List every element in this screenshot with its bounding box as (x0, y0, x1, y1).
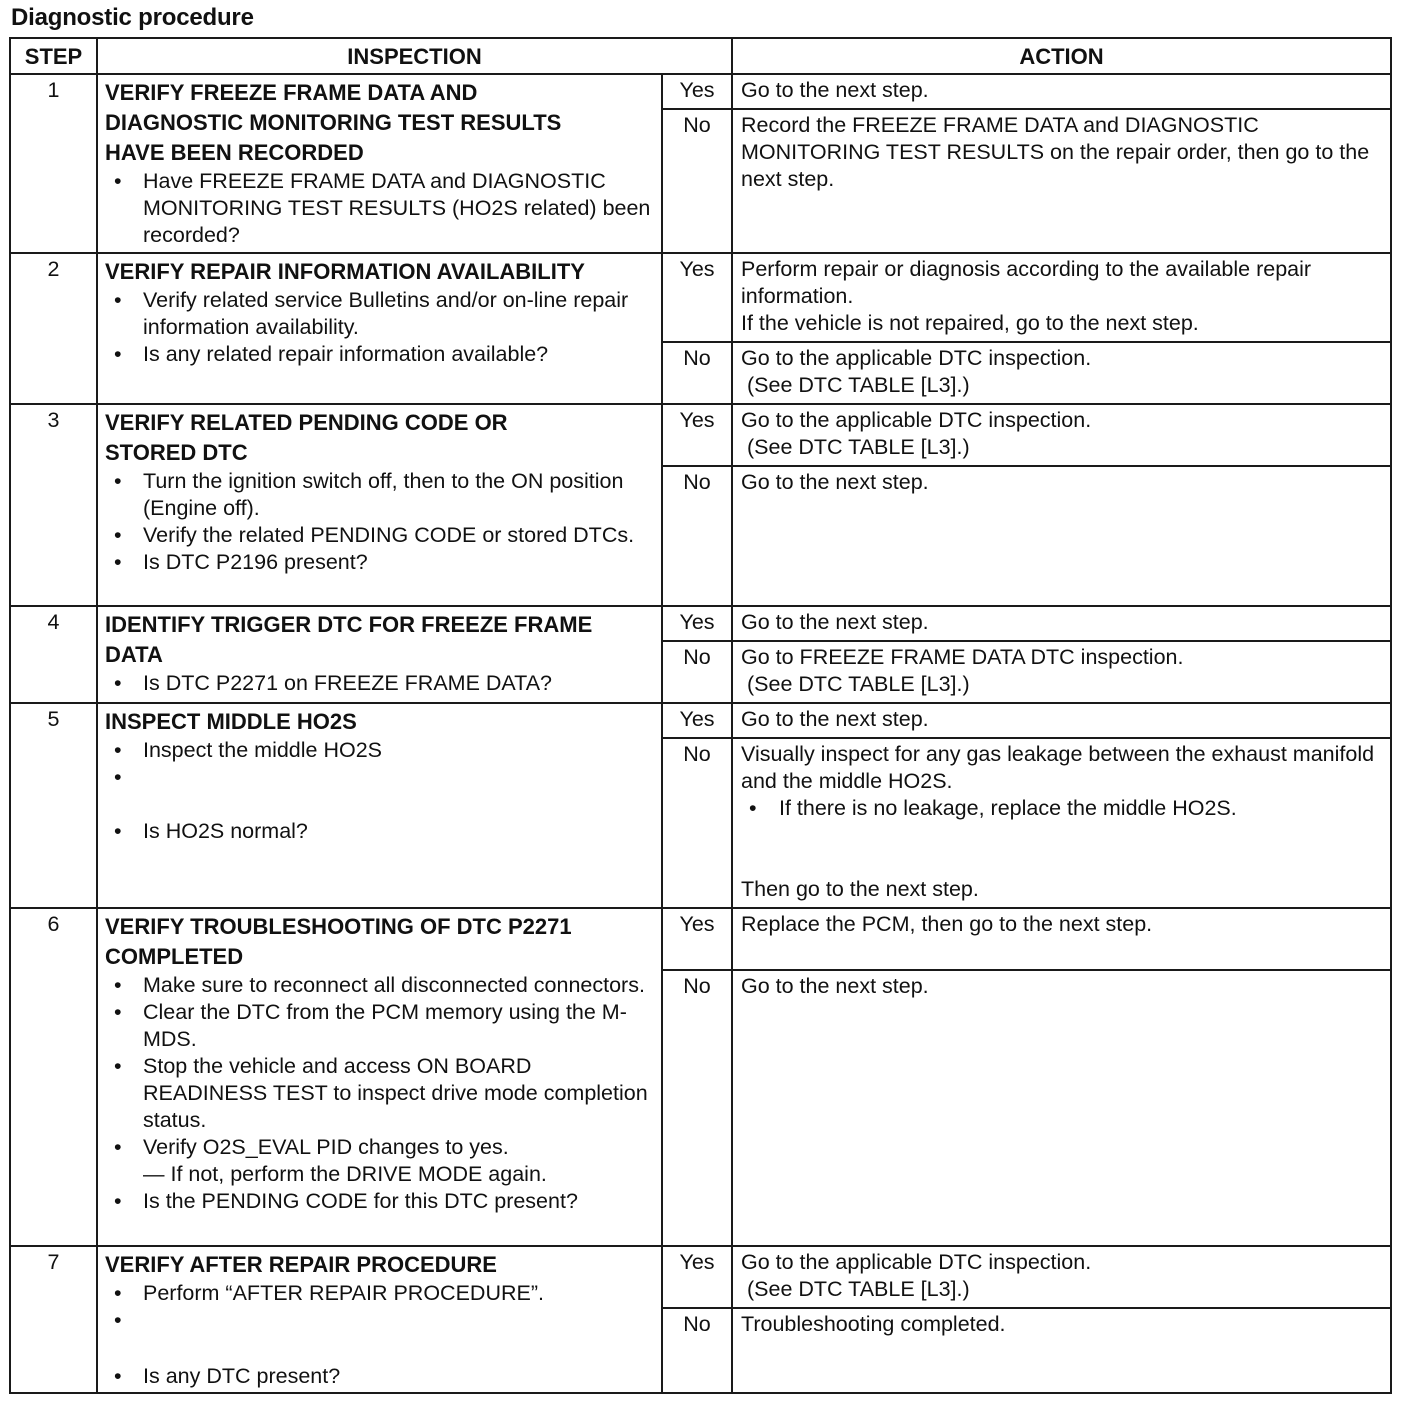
no-label: No (662, 738, 732, 908)
sub-note: — If not, perform the DRIVE MODE again. (143, 1162, 547, 1186)
no-label: No (662, 466, 732, 606)
inspection-bullets (105, 287, 655, 368)
list-item: • Is HO2S normal? (105, 818, 655, 845)
inspection-cell (97, 404, 662, 606)
yes-label: Yes (662, 606, 732, 641)
inspection-bullets (105, 972, 655, 1161)
step-number: 6 (10, 908, 97, 1246)
table-row (10, 1246, 1391, 1308)
list-item: • Turn the ignition switch off, then to the ON position (Engine off). (105, 468, 655, 522)
step-number: 1 (10, 74, 97, 253)
no-action: Record the FREEZE FRAME DATA and DIAGNOSTIC MONITORING TEST RESULTS on the repair order, then go to the next step. (732, 109, 1391, 253)
no-label: No (662, 109, 732, 253)
inspection-bullets (105, 1188, 655, 1215)
table-row (10, 703, 1391, 738)
inspection-cell (97, 703, 662, 908)
yes-label: Yes (662, 74, 732, 109)
yes-action: Replace the PCM, then go to the next step. (732, 908, 1391, 970)
spacer (105, 1307, 655, 1363)
yes-action: Perform repair or diagnosis according to the available repair information. If the vehicle is not repaired, go to the next step. (732, 253, 1391, 342)
list-item: • Verify O2S_EVAL PID changes to yes. (105, 1134, 655, 1161)
table-row (10, 606, 1391, 641)
list-item: • Is DTC P2196 present? (105, 549, 655, 576)
no-label: No (662, 1308, 732, 1393)
inspection-cell (97, 1246, 662, 1393)
inspection-cell (97, 253, 662, 404)
inspection-heading: VERIFY RELATED PENDING CODE OR STORED DTC (105, 410, 508, 465)
inspection-heading: INSPECT MIDDLE HO2S (105, 709, 357, 734)
table-row (10, 253, 1391, 342)
inspection-cell (97, 606, 662, 703)
yes-action: Go to the next step. (732, 606, 1391, 641)
list-item: • If there is no leakage, replace the middle HO2S. (741, 795, 1384, 822)
yes-label: Yes (662, 404, 732, 466)
list-item: • Verify related service Bulletins and/or on-line repair information availability. (105, 287, 655, 341)
step-number: 5 (10, 703, 97, 908)
yes-label: Yes (662, 253, 732, 342)
list-item: • Is any DTC present? (105, 1363, 655, 1390)
step-number: 3 (10, 404, 97, 606)
table-row (10, 908, 1391, 970)
step-number: 7 (10, 1246, 97, 1393)
list-item: • Have FREEZE FRAME DATA and DIAGNOSTIC MONITORING TEST RESULTS (HO2S related) been recorded? (105, 168, 655, 249)
yes-label: Yes (662, 703, 732, 738)
inspection-heading: VERIFY TROUBLESHOOTING OF DTC P2271 COMPLETED (105, 914, 572, 969)
table-row (10, 74, 1391, 109)
no-action: Visually inspect for any gas leakage between the exhaust manifold and the middle HO2S. • If there is no leakage, replace the middle HO2S. Then go to the next step. (732, 738, 1391, 908)
table-header-row (10, 38, 1391, 74)
step-number: 2 (10, 253, 97, 404)
list-item: • Clear the DTC from the PCM memory using the M-MDS. (105, 999, 655, 1053)
no-label: No (662, 342, 732, 404)
list-item: • Perform “AFTER REPAIR PROCEDURE”. (105, 1280, 655, 1307)
list-item: • Stop the vehicle and access ON BOARD READINESS TEST to inspect drive mode completion status. (105, 1053, 655, 1134)
yes-label: Yes (662, 908, 732, 970)
table-row (10, 404, 1391, 466)
no-action: Troubleshooting completed. (732, 1308, 1391, 1393)
yes-action: Go to the next step. (732, 703, 1391, 738)
yes-action: Go to the applicable DTC inspection. (See DTC TABLE [L3].) (732, 1246, 1391, 1308)
column-header-inspection: INSPECTION (97, 38, 732, 74)
inspection-bullets (105, 737, 655, 845)
inspection-bullets (105, 1280, 655, 1390)
inspection-cell (97, 908, 662, 1246)
no-action: Go to the next step. (732, 970, 1391, 1246)
inspection-bullets (105, 168, 655, 249)
step-number: 4 (10, 606, 97, 703)
no-action: Go to the applicable DTC inspection. (See DTC TABLE [L3].) (732, 342, 1391, 404)
list-item: • Is any related repair information available? (105, 341, 655, 368)
no-action: Go to FREEZE FRAME DATA DTC inspection. (See DTC TABLE [L3].) (732, 641, 1391, 703)
no-action: Go to the next step. (732, 466, 1391, 606)
inspection-heading: VERIFY AFTER REPAIR PROCEDURE (105, 1252, 497, 1277)
column-header-action: ACTION (732, 38, 1391, 74)
page-title: Diagnostic procedure (11, 4, 254, 31)
column-header-step: STEP (10, 38, 97, 74)
list-item: • Make sure to reconnect all disconnected connectors. (105, 972, 655, 999)
diagnostic-procedure-table (9, 37, 1392, 1394)
inspection-bullets (105, 468, 655, 576)
spacer (105, 764, 655, 818)
yes-action: Go to the next step. (732, 74, 1391, 109)
inspection-bullets (105, 670, 655, 697)
list-item: • Verify the related PENDING CODE or stored DTCs. (105, 522, 655, 549)
inspection-heading: IDENTIFY TRIGGER DTC FOR FREEZE FRAME DATA (105, 612, 593, 667)
no-label: No (662, 970, 732, 1246)
spacer (741, 822, 1384, 876)
inspection-cell (97, 74, 662, 253)
yes-label: Yes (662, 1246, 732, 1308)
list-item: • Is DTC P2271 on FREEZE FRAME DATA? (105, 670, 655, 697)
inspection-heading: VERIFY REPAIR INFORMATION AVAILABILITY (105, 259, 585, 284)
yes-action: Go to the applicable DTC inspection. (See DTC TABLE [L3].) (732, 404, 1391, 466)
list-item: • Is the PENDING CODE for this DTC present? (105, 1188, 655, 1215)
inspection-heading: VERIFY FREEZE FRAME DATA AND DIAGNOSTIC MONITORING TEST RESULTS HAVE BEEN RECORDED (105, 80, 562, 165)
list-item: • Inspect the middle HO2S (105, 737, 655, 764)
no-label: No (662, 641, 732, 703)
